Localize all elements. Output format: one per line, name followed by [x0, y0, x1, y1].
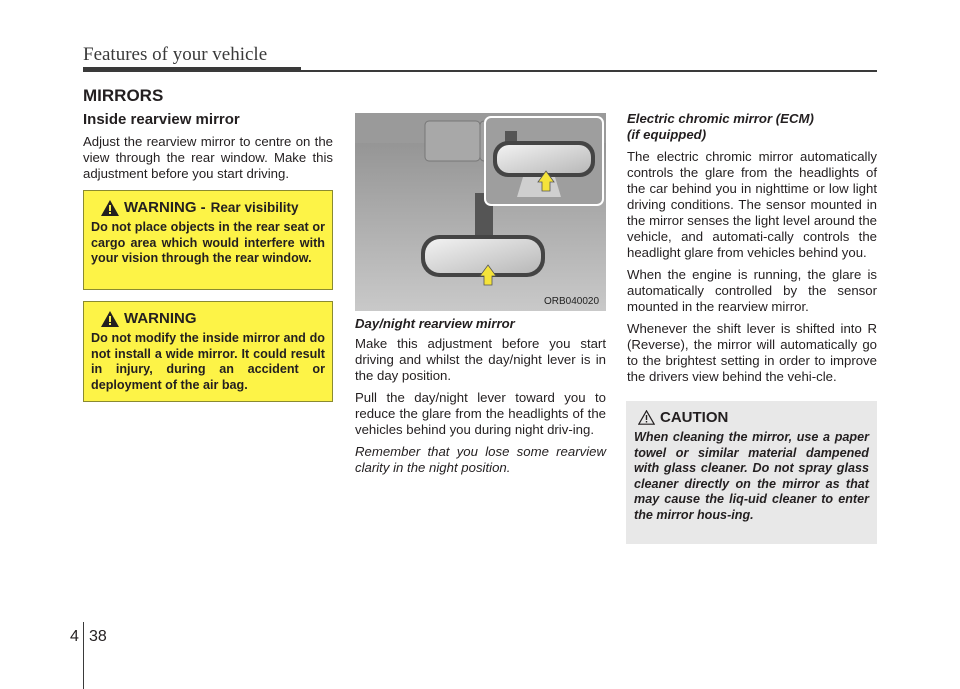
- inside-mirror-heading: Inside rearview mirror: [83, 111, 240, 128]
- day-night-heading: Day/night rearview mirror: [355, 316, 515, 331]
- caution-triangle-icon: [638, 410, 655, 425]
- warning-box-rear-visibility: [83, 190, 333, 290]
- section-title: MIRRORS: [83, 86, 164, 105]
- ecm-paragraph-2: When the engine is running, the glare is automatically controlled by the sensor mounted in the rearview mirror.: [627, 267, 877, 314]
- warning-subtitle: Rear visibility: [210, 200, 299, 215]
- right-column: [627, 111, 877, 391]
- rearview-mirror-photo: [355, 113, 606, 311]
- caution-title: [638, 409, 869, 426]
- warning-title-text: WARNING: [124, 310, 197, 327]
- warning-body: Do not modify the inside mirror and do not install a wide mirror. It could result in injury, during an accident or deployment of the air bag.: [91, 331, 325, 392]
- ecm-heading-line2: (if equipped): [627, 127, 707, 142]
- page-header: Features of your vehicle: [83, 44, 268, 65]
- page-number: 38: [89, 628, 107, 645]
- photo-code: ORB040020: [544, 296, 600, 307]
- header-rule-thin: [301, 70, 877, 72]
- warning-triangle-icon: [101, 200, 119, 216]
- warning-body: Do not place objects in the rear seat or cargo area which would interfere with your vision through the rear window.: [91, 220, 325, 265]
- ecm-heading: [627, 111, 877, 143]
- chapter-number: 4: [70, 628, 79, 645]
- warning-triangle-icon: [101, 311, 119, 327]
- caution-body: When cleaning the mirror, use a paper towel or similar material dampened with glass cleaner. Do not spray glass cleaner directly on the mirror as that may cause the liq-uid cleaner to enter the mirror hous-ing.: [634, 430, 869, 522]
- caution-title-text: CAUTION: [660, 409, 729, 426]
- ecm-heading-line1: Electric chromic mirror (ECM): [627, 111, 814, 126]
- ecm-paragraph-3: Whenever the shift lever is shifted into R (Reverse), the mirror will automatically go to the brightest setting in order to improve the drivers view behind the vehi-cle.: [627, 321, 877, 384]
- day-night-paragraph-2: Pull the day/night lever toward you to reduce the glare from the headlights of the vehicles behind you during night driv-ing.: [355, 390, 606, 437]
- day-night-paragraph-1: Make this adjustment before you start driving and whilst the day/night lever is in the day position.: [355, 336, 606, 383]
- ecm-paragraph-1: The electric chromic mirror automatically controls the glare from the headlights of the car behind you in nighttime or low light driving conditions. The sensor mounted in the mirror senses the light level around the vehicle, and automati-cally controls the headlight glare from vehicles behind you.: [627, 149, 877, 260]
- warning-title: [101, 199, 325, 216]
- warning-title-text: WARNING -: [124, 199, 206, 216]
- header-rule-thick: [83, 67, 301, 72]
- inside-mirror-paragraph: Adjust the rearview mirror to centre on the view through the rear window. Make this adjustment before you start driving.: [83, 134, 333, 181]
- caution-box: [626, 401, 877, 544]
- footer-divider: [83, 622, 84, 689]
- left-column: [83, 112, 333, 188]
- middle-column: [355, 316, 606, 482]
- day-night-note: Remember that you lose some rearview clarity in the night position.: [355, 444, 606, 475]
- warning-title: [101, 310, 325, 327]
- warning-box-mirror-modify: [83, 301, 333, 402]
